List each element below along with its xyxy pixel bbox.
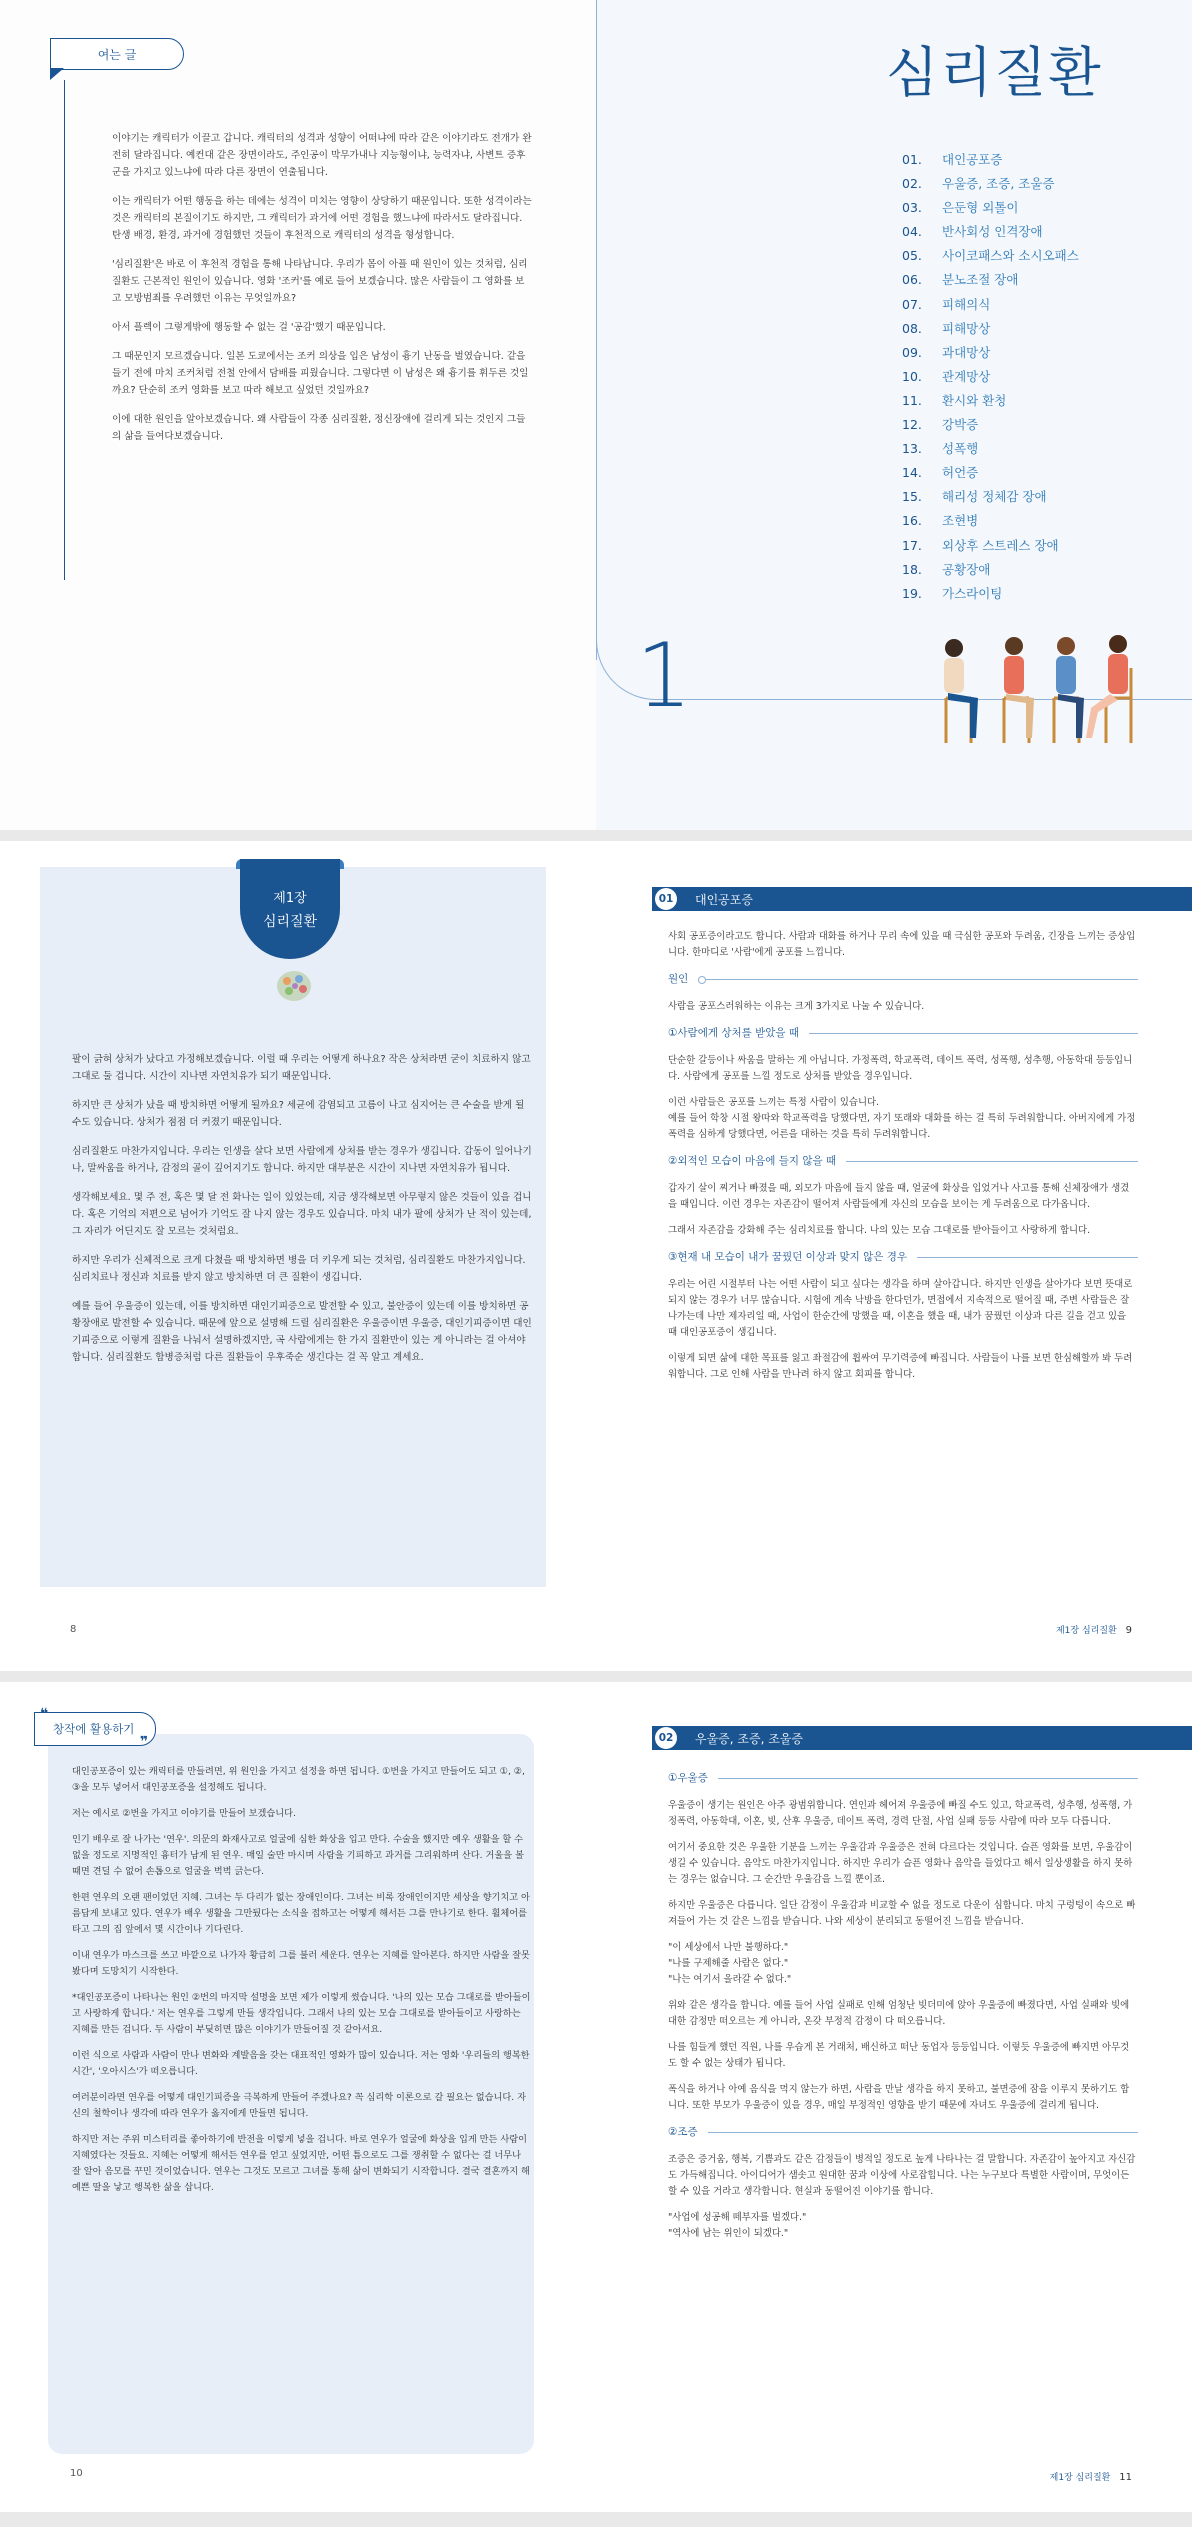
section-header [652,887,1192,911]
paragraph: '심리질환'은 바로 이 후천적 경험을 통해 나타납니다. 우리가 몸이 아플 때 원인이 있는 것처럼, 심리질환도 근본적인 원인이 있습니다. 영화 '조커'를 예로 들어 보겠습니다. 많은 사람들이 그 영화를 보고 모방범죄를 우려했던 이유는 무엇일까요? [112,259,528,304]
paragraph: 저는 예시로 ②번을 가지고 이야기를 만들어 보겠습니다. [72,1808,296,1819]
toc-item-number: 18. [902,561,922,577]
tab-fold-decoration [50,68,64,80]
toc-item [902,461,1079,485]
toc-item [902,437,1079,461]
toc-item [902,485,1079,509]
page-footer [1056,1623,1132,1636]
subheading [668,1153,1138,1169]
paragraph: 심리질환도 마찬가지입니다. 우리는 인생을 살다 보면 사람에게 상처를 받는 경우가 생깁니다. 갑동이 일어나기나, 말싸움을 하거나, 감정의 골이 깊어지기도 합니다. 하지만 대부분은 시간이 지나면 자연치유가 됩니다. [72,1146,532,1174]
subheading [668,1770,1138,1786]
section-header [652,1726,1192,1750]
toc-item-title: 은둔형 외톨이 [942,200,1019,216]
paragraph: 이런 사람들은 공포를 느끼는 특정 사람이 있습니다. 예를 들어 학창 시절 왕따와 학교폭력을 당했다면, 자기 또래와 대화를 하는 걸 특히 두려워합니다. 아버지에게 가정폭력을 심하게 당했다면, 어른을 대하는 것을 특히 두려워합니다. [668,1097,1136,1140]
chapter-name: 심리질환 [262,914,318,930]
toc-item-number: 10. [902,368,922,384]
subheading [668,2124,1138,2140]
toc-item-number: 17. [902,537,922,553]
toc-item [902,196,1079,220]
toc-item [902,582,1079,606]
chapter-tab [240,859,340,959]
toc-item-number: 03. [902,200,922,216]
subheading-label: ①우울증 [668,1772,708,1784]
section-title: 우울증, 조증, 조울증 [695,1731,803,1746]
toc-item [902,509,1079,533]
toc-item [902,413,1079,437]
toc-item-title: 강박증 [942,417,979,433]
toc-item-number: 09. [902,344,922,360]
toc-item-title: 대인공포증 [942,152,1003,167]
toc-item-title: 성폭행 [942,441,979,457]
toc-item [902,293,1079,317]
subheading-label: ①사람에게 상처를 받았을 때 [668,1027,799,1039]
paragraph: 여기서 중요한 것은 우울한 기분을 느끼는 우울감과 우울증은 전혀 다르다는 것입니다. 슬픈 영화를 보면, 우울감이 생길 수 있습니다. 음악도 마찬가지입니다. 하지만 우리가 슬픈 영화나 음악을 들었다고 해서 일상생활을 하지 못하는 경우는 없습니다. 그 순간만 우울감을 느낄 뿐이죠. [668,1842,1133,1885]
section-content [668,929,1138,1393]
paragraph: 폭식을 하거나 아예 음식을 먹지 않는가 하면, 사람을 만날 생각을 하지 못하고, 불면증에 잠을 이루지 못하기도 합니다. 또한 부모가 우울증이 있을 경우, 매일 부정적인 영향을 받기 때문에 자녀도 우울증에 걸리게 됩니다. [668,2084,1130,2111]
paragraph: 이내 연우가 마스크를 쓰고 바깥으로 나가자 황급히 그를 불러 세운다. 연우는 지혜를 알아본다. 하지만 사람을 잘못 봤다며 도망치기 시작한다. [72,1950,530,1977]
paragraph: 그래서 자존감을 강화해 주는 심리치료를 합니다. 나의 있는 모습 그대로를 받아들이고 사랑하게 합니다. [668,1225,1091,1236]
brain-icon [275,969,313,1003]
toc-item [902,317,1079,341]
section-title: 대인공포증 [695,892,753,907]
toc-item-number: 15. [902,489,922,505]
toc-item-number: 12. [902,417,922,433]
paragraph: 사람을 공포스러워하는 이유는 크게 3가지로 나눌 수 있습니다. [668,1001,925,1012]
heading-rule [708,2132,1138,2133]
footer-chapter: 제1장 심리질환 [1055,1626,1117,1636]
subheading-label: ②조증 [668,2126,698,2138]
quote-block: "사업에 성공해 떼부자를 벌겠다." "역사에 남는 위인이 되겠다." [668,2212,807,2239]
paragraph: 이는 캐릭터가 어떤 행동을 하는 데에는 성격이 미치는 영향이 상당하기 때문입니다. 또한 성격이라는 것은 캐릭터의 본질이기도 하지만, 그 캐릭터가 과거에 어떤 경험을 했느냐에 따라서도 달라집니다. 탄생 배경, 환경, 과거에 경험했던 것들이 후천적으로 캐릭터의 성격을 형성합니다. [112,196,532,241]
toc-item-title: 피해망상 [942,320,991,336]
page-section-01 [596,841,1192,1671]
quote-block: "이 세상에서 나만 불행하다." "나를 구제해줄 사람은 없다." "나는 여기서 올라갈 수 없다." [668,1942,792,1985]
toc-item-title: 조현병 [942,513,979,529]
page-number: 11 [1119,2472,1132,2483]
subheading-label: ②외적인 모습이 마음에 들지 않을 때 [668,1155,837,1167]
paragraph: 팔이 긁혀 상처가 났다고 가정해보겠습니다. 이럴 때 우리는 어떻게 하나요? 작은 상처라면 굳이 치료하지 않고 그대로 둘 겁니다. 시간이 지나면 자연치유가 되기 때문입니다. [72,1054,531,1082]
toc-item-number: 02. [902,176,922,192]
paragraph: 하지만 우리가 신체적으로 크게 다쳤을 때 방치하면 병을 더 키우게 되는 것처럼, 심리질환도 마찬가지입니다. 심리치료나 정신과 치료를 받지 않고 방치하면 더 큰 질환이 생깁니다. [72,1255,526,1283]
page-footer [1050,2470,1132,2483]
page-section-02 [596,1682,1192,2512]
toc-item [902,172,1079,196]
toc-item [902,220,1079,244]
creative-body [72,1764,532,2206]
paragraph: 예를 들어 우울증이 있는데, 이를 방치하면 대인기피증으로 발전할 수 있고, 불안증이 있는데 이를 방치하면 공황장애로 발전할 수 있습니다. 때문에 앞으로 설명해 드릴 심리질환은 우울증이면 우울증, 대인기피증이면 대인기피증으로 이렇게 질환을 나눠서 설명하겠지만, 곡 사람에게는 한 가지 질환만이 있는 게 아니라는 걸 아셔야 합니다. 심리질환도 합병증처럼 다른 질환들이 우후죽순 생긴다는 걸 꼭 알고 계세요. [72,1301,532,1363]
paragraph: 사회 공포증이라고도 합니다. 사람과 대화를 하거나 무리 속에 있을 때 극심한 공포와 두려움, 긴장을 느끼는 증상입니다. 한마디로 '사람'에게 공포를 느낍니다. [668,931,1136,958]
toc-item-title: 우울증, 조증, 조울증 [942,176,1055,192]
paragraph: *대인공포증이 나타나는 원인 ②번의 마지막 설명을 보면 제가 이렇게 썼습니다. '나의 있는 모습 그대로를 받아들이고 사랑하게 합니다.' 저는 연우를 그렇게 만들 생각입니다. 그래서 나의 있는 모습 그대로를 받아들이고 사랑하는 지혜를 만든 겁니다. 두 사람이 부딪히면 많은 이야기가 만들어질 것 같아서요. [72,1992,531,2035]
toc-item-number: 14. [902,465,922,481]
toc-item [902,148,1079,172]
toc-item-title: 사이코패스와 소시오패스 [942,248,1079,264]
toc-item [902,244,1079,268]
heading-rule [809,1033,1138,1034]
paragraph: 이야기는 캐릭터가 이끌고 갑니다. 캐릭터의 성격과 성향이 어떠냐에 따라 같은 이야기라도 전개가 완전히 달라집니다. 예컨대 같은 장면이라도, 주인공이 막무가내나 지능형이냐, 능력자냐, 사변트 증후군을 가지고 있느냐에 따라 다른 장면이 연출됩니다. [112,133,532,178]
toc-item [902,341,1079,365]
paragraph: 이렇게 되면 삶에 대한 목표를 잃고 좌절감에 휩싸여 무기력증에 빠집니다. 사람들이 나를 보면 한심해할까 봐 두려워합니다. 그로 인해 사람을 만나려 하지 않고 회피를 합니다. [668,1353,1133,1380]
toc-item-title: 외상후 스트레스 장애 [942,537,1059,553]
paragraph: 하지만 저는 주위 미스터리를 좋아하기에 반전을 이렇게 넣을 겁니다. 바로 연우가 얼굴에 화상을 입게 만든 사람이 지혜였다는 것들요. 지혜는 어떻게 해서든 연우를 얻고 싶었지만, 어떤 틈으로도 그를 쟁취할 수 없다는 걸 너무나 잘 알아 음모를 꾸민 것이었습니다. 연우는 그것도 모르고 그녀를 통해 삶이 변화되기 시작합니다. 결국 결혼까지 해 예쁜 딸을 낳고 행복한 삶을 삽니다. [72,2134,530,2193]
toc-item [902,534,1079,558]
page-number: 9 [1125,1625,1132,1636]
opening-tab-label: 여는 글 [97,48,137,62]
toc-item-title: 공황장애 [942,561,991,577]
toc-item-title: 허언증 [942,465,979,481]
opening-body [112,130,532,457]
toc-item-number: 11. [902,392,922,408]
page-chapter-contents [596,0,1192,830]
creative-tag-label: 창작에 활용하기 [53,1722,135,1736]
intro-body [72,1051,532,1378]
toc-item-number: 05. [902,248,922,264]
paragraph: 대인공포증이 있는 캐릭터를 만들려면, 위 원인을 가지고 설정을 하면 됩니다. ①번을 가지고 만들어도 되고 ①, ②, ③을 모두 넣어서 대인공포증을 설정해도 됩니다. [72,1766,525,1793]
cause-heading-label: 원인 [668,973,689,985]
table-of-contents [902,148,1079,606]
page-chapter-intro [0,841,596,1671]
paragraph: 아서 플렉이 그렇게밖에 행동할 수 없는 걸 '공감'했기 때문입니다. [112,322,386,333]
frame-line [596,0,597,660]
toc-item-title: 반사회성 인격장애 [942,224,1043,240]
paragraph: 이에 대한 원인을 알아보겠습니다. 왜 사람들이 각종 심리질환, 정신장애에 걸리게 되는 것인지 그들의 삶을 들여다보겠습니다. [112,414,526,442]
paragraph: 하지만 우울증은 다릅니다. 일단 감정이 우울감과 비교할 수 없을 정도로 다운이 심합니다. 마치 구렁텅이 속으로 빠져들어 가는 것 같은 느낌을 받습니다. 나와 세상이 분리되고 동떨어진 느낌을 받습니다. [668,1900,1136,1927]
close-quote-icon: ❞ [140,1734,149,1750]
section-number: 01 [655,888,677,910]
toc-item-number: 04. [902,224,922,240]
page-number: 8 [70,1624,77,1635]
toc-item-number: 16. [902,513,922,529]
heading-rule [698,979,1138,980]
paragraph: 한편 연우의 오랜 팬이었던 지혜. 그녀는 두 다리가 없는 장애인이다. 그녀는 비록 장애인이지만 세상을 향기치고 아름답게 보내고 있다. 연우가 배우 생활을 그만뒀다는 소식을 접하고는 어떻게 해서든 그를 만나기로 한다. 휠체어를 타고 그의 집 앞에서 몇 시간이나 기다린다. [72,1892,530,1935]
heading-rule [718,1778,1138,1779]
subheading-label: ③현재 내 모습이 내가 꿈꿨던 이상과 맞지 않은 경우 [668,1251,907,1263]
cause-heading [668,971,1138,987]
paragraph: 이런 식으로 사람과 사람이 만나 변화와 계발음을 갖는 대표적인 영화가 많이 있습니다. 저는 영화 '우리들의 행복한 시간', '오아시스'가 떠오릅니다. [72,2050,530,2077]
paragraph: 우울증이 생기는 원인은 아주 광범위합니다. 연인과 헤어져 우울증에 빠질 수도 있고, 학교폭력, 성추행, 성폭행, 가정폭력, 아동학대, 이혼, 빚, 산후 우울증, 데이트 폭력, 경력 단절, 사업 실패 등등 사람에 따라 모두 다릅니다. [668,1800,1133,1827]
toc-item-title: 환시와 환청 [942,392,1007,408]
toc-item-title: 가스라이팅 [942,585,1003,601]
creative-tag [34,1712,156,1746]
paragraph: 우리는 어린 시절부터 나는 어떤 사람이 되고 싶다는 생각을 하며 살아갑니다. 하지만 인생을 살아가다 보면 뜻대로 되지 않는 경우가 너무 많습니다. 시험에 계속 낙방을 한다던가, 면접에서 지속적으로 떨어질 때, 주변 사람들은 잘 나가는데 나만 제자리일 때, 사업이 한순간에 망했을 때, 이혼을 했을 때, 내가 꿈꿨던 이상과 다른 길을 걷고 있을 때 대인공포증이 생깁니다. [668,1279,1133,1338]
toc-item [902,268,1079,292]
paragraph: 위와 같은 생각을 합니다. 예를 들어 사업 실패로 인해 엄청난 빚더미에 앉아 우울증에 빠졌다면, 사업 실패와 빚에 대한 감정만 떠오르는 게 아니라, 온갖 부정적 감정이 다 떠오릅니다. [668,2000,1130,2027]
paragraph: 여러분이라면 연우를 어떻게 대인기피증을 극복하게 만들어 주겠나요? 꼭 심리학 이론으로 갈 필요는 없습니다. 자신의 철학이나 생각에 따라 연우가 옳지에게 만들면 됩니다. [72,2092,527,2119]
heading-rule [917,1257,1138,1258]
toc-item-number: 06. [902,272,922,288]
page-creative-use [0,1682,596,2512]
paragraph: 갑자기 살이 찌거나 빠졌을 때, 외모가 마음에 들지 않을 때, 얼굴에 화상을 입었거나 사고를 통해 신체장애가 생겼을 때입니다. 이런 경우는 자존감이 떨어져 사람들에게 자신의 모습을 보이는 게 두려움으로 다가옵니다. [668,1183,1130,1210]
toc-item-number: 13. [902,441,922,457]
paragraph: 나를 힘들게 했던 직원, 나를 우습게 본 거래처, 배신하고 떠난 동업자 등등입니다. 이렇듯 우울증에 빠지면 아무것도 할 수 없는 상태가 됩니다. [668,2042,1130,2069]
section-number: 02 [655,1727,677,1749]
toc-item-number: 07. [902,296,922,312]
paragraph: 인기 배우로 잘 나가는 '연우'. 의문의 화재사고로 얼굴에 심한 화상을 입고 만다. 수술을 했지만 예우 생활을 할 수 없을 정도로 지명적인 흉터가 남게 된 연우. 매일 술만 마시며 사람을 기피하고 과거를 그리워하며 산다. 거울을 볼 때면 견딜 수 없어 손톱으로 얼굴을 벅벅 긁는다. [72,1834,524,1877]
paragraph: 단순한 갈등이나 싸움을 말하는 게 아닙니다. 가정폭력, 학교폭력, 데이트 폭력, 성폭행, 성추행, 아동학대 등등입니다. 사람에게 공포를 느낄 정도로 상처를 받았을 경우입니다. [668,1055,1133,1082]
toc-item [902,389,1079,413]
subheading [668,1249,1138,1265]
paragraph: 조증은 증거움, 행복, 기쁨과도 같은 감정들이 병적일 정도로 높게 나타나는 걸 말합니다. 자존감이 높아지고 자신감도 가득해집니다. 아이디어가 샘솟고 원대한 꿈과 이상에 사로잡힙니다. 나는 누구보다 특별한 사람이며, 무엇이든 할 수 있을 거라고 생각합니다. 현실과 동떨어진 이야기를 합니다. [668,2154,1136,2197]
women-talking-illustration [926,628,1156,748]
chapter-label: 제1장 [273,891,307,906]
toc-item-number: 08. [902,320,922,336]
toc-item-number: 01. [902,152,922,167]
opening-tab [50,38,184,70]
toc-item [902,558,1079,582]
toc-item [902,365,1079,389]
heading-rule [846,1161,1138,1162]
toc-item-title: 관계망상 [942,368,991,384]
opening-rule [64,80,65,580]
section-content [668,1760,1138,2252]
paragraph: 하지만 큰 상처가 났을 때 방치하면 어떻게 될까요? 세균에 감염되고 고름이 나고 심지어는 큰 수술을 받게 될 수도 있습니다. 상처가 점점 더 커졌기 때문입니다. [72,1100,525,1128]
toc-item-title: 해리성 정체감 장애 [942,489,1047,505]
toc-item-number: 19. [902,585,922,601]
open-quote-icon: ❝ [40,1706,49,1722]
subheading [668,1025,1138,1041]
page-opening [0,0,596,830]
toc-item-title: 피해의식 [942,296,991,312]
page-number: 10 [70,2468,83,2479]
paragraph: 그 때문인지 모르겠습니다. 일본 도쿄에서는 조커 의상을 입은 남성이 흉기 난동을 벌였습니다. 같을 들기 전에 마치 조커처럼 전철 안에서 담배를 피웠습니다. 그렇다면 이 남성은 왜 흉기를 휘두른 것일까요? 단순히 조커 영화를 보고 따라 해보고 싶었던 것일까요? [112,351,529,396]
toc-item-title: 과대망상 [942,344,991,360]
toc-item-title: 분노조절 장애 [942,272,1019,288]
paragraph: 생각해보세요. 몇 주 전, 혹은 몇 달 전 화나는 일이 있었는데, 지금 생각해보면 아무렇지 않은 것들이 있을 겁니다. 혹은 기억의 저편으로 넘어가 기억도 잘 나지 않는 경우도 있습니다. 마치 내가 팔에 상처가 난 적이 있는데, 그 자리가 어딘지도 잘 모르는 것처럼요. [72,1192,532,1237]
chapter-number: 1 [636,624,692,727]
chapter-title: 심리질환 [886,41,1103,104]
footer-chapter: 제1장 심리질환 [1049,2473,1111,2483]
